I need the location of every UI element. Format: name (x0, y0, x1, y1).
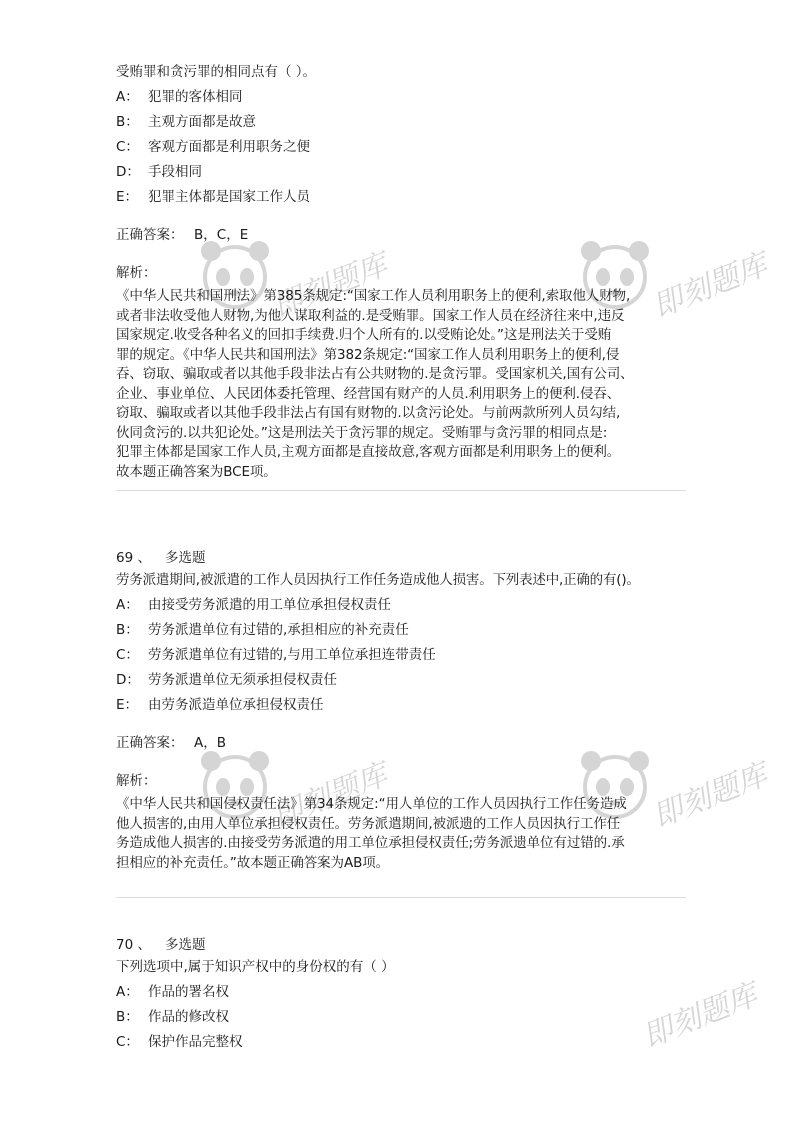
answer-label: 正确答案： (116, 227, 184, 243)
option-key: C： (116, 647, 139, 663)
answer-label: 正确答案： (116, 735, 184, 751)
question-stem: 受贿罪和贪污罪的相同点有（ ）。 (116, 64, 317, 80)
option-a (116, 87, 686, 107)
question-header (116, 935, 686, 955)
analysis-line: 国家规定.收受各种名义的回扣手续费.归个人所有的.以受贿论处。”这是刑法关于受贿 (116, 327, 612, 343)
option-key: B： (116, 1009, 139, 1025)
correct-answer (116, 733, 686, 753)
option-c (116, 645, 686, 665)
option-b (116, 1007, 686, 1027)
analysis-line: 伙同贪污的.以共犯论处。”这是刑法关于贪污罪的规定。受贿罪与贪污罪的相同点是: (116, 424, 608, 441)
section-divider (116, 897, 686, 898)
option-key: D： (116, 672, 140, 688)
option-key: A： (116, 597, 139, 613)
question-70 (116, 935, 686, 1057)
analysis-line: 窃取、骗取或者以其他手段非法占有国有财物的.以贪污论处。与前两款所列人员勾结, (116, 405, 621, 421)
option-key: B： (116, 114, 139, 130)
option-key: C： (116, 1034, 139, 1050)
option-text: 手段相同 (148, 164, 202, 180)
option-b (116, 620, 686, 640)
analysis-line: 故本题正确答案为BCE项。 (116, 463, 277, 480)
analysis-line: 他人损害的,由用人单位承担侵权责任。劳务派遣期间,被派遗的工作人员因执行工作任 (116, 815, 621, 832)
option-a (116, 595, 686, 615)
analysis-label: 解析： (116, 265, 157, 281)
analysis-line: 犯罪主体都是国家工作人员,主观方面都是直接故意,客观方面都是利用职务上的便利。 (116, 444, 621, 460)
option-text: 犯罪主体都是国家工作人员 (148, 189, 310, 205)
question-69 (116, 548, 686, 873)
question-stem: 下列选项中,属于知识产权中的身份权的有（ ） (116, 959, 395, 975)
question-68 (116, 62, 686, 482)
watermark-text: 即刻题库 (647, 757, 773, 835)
option-d (116, 670, 686, 690)
option-key: C： (116, 139, 139, 155)
option-text: 客观方面都是利用职务之便 (148, 139, 310, 155)
analysis-text (116, 287, 686, 482)
option-text: 劳务派遣单位无须承担侵权责任 (148, 672, 337, 688)
option-key: E： (116, 697, 139, 713)
watermark-text: 即刻题库 (267, 247, 393, 325)
option-text: 作品的署名权 (148, 984, 229, 1000)
analysis-line: 担相应的补充责任。”故本题正确答案为AB项。 (116, 854, 390, 871)
analysis-line: 《中华人民共和国刑法》第385条规定:“国家工作人员利用职务上的便利,索取他人财物, (116, 288, 631, 304)
question-stem: 劳务派遣期间,被派遣的工作人员因执行工作任务造成他人损害。下列表述中,正确的有()。 (116, 572, 640, 588)
watermark-text: 即刻题库 (637, 977, 763, 1055)
watermark-text: 即刻题库 (267, 757, 393, 835)
option-a (116, 982, 686, 1002)
question-type: 多选题 (164, 937, 206, 953)
section-divider (116, 490, 686, 491)
option-c (116, 137, 686, 157)
option-d (116, 162, 686, 182)
answer-value: B，C，E (194, 227, 249, 243)
option-text: 保护作品完整权 (148, 1034, 243, 1050)
option-b (116, 112, 686, 132)
question-type: 多选题 (164, 550, 206, 566)
option-key: D： (116, 164, 140, 180)
analysis-line: 吞、窃取、骗取或者以其他手段非法占有公共财物的.是贪污罪。受国家机关,国有公司、 (116, 366, 634, 382)
option-text: 主观方面都是故意 (148, 114, 256, 130)
option-e (116, 695, 686, 715)
analysis-text (116, 795, 686, 873)
option-text: 由接受劳务派遣的用工单位承担侵权责任 (148, 597, 391, 613)
analysis-line: 企业、事业单位、人民团体委托管理、经营国有财产的人员.利用职务上的便利.侵吞、 (116, 385, 621, 402)
analysis-label: 解析： (116, 773, 157, 789)
question-header (116, 548, 686, 568)
option-key: A： (116, 984, 139, 1000)
option-text: 作品的修改权 (148, 1009, 229, 1025)
correct-answer (116, 225, 686, 245)
option-text: 犯罪的客体相同 (148, 89, 243, 105)
option-c (116, 1032, 686, 1052)
answer-value: A，B (194, 735, 226, 751)
option-text: 劳务派遣单位有过错的,与用工单位承担连带责任 (148, 647, 436, 663)
question-number: 70 、 (116, 937, 151, 953)
watermark-text: 即刻题库 (647, 247, 773, 325)
option-text: 由劳务派造单位承担侵权责任 (148, 697, 324, 713)
option-e (116, 187, 686, 207)
option-key: E： (116, 189, 139, 205)
analysis-line: 或者非法收受他人财物,为他人谋取利益的.是受贿罪。国家工作人员在经济往来中,违反 (116, 307, 625, 324)
analysis-line: 务造成他人损害的.由接受劳务派遣的用工单位承担侵权责任;劳务派遗单位有过错的.承 (116, 835, 625, 851)
analysis-line: 罪的规定。《中华人民共和国刑法》第382条规定:“国家工作人员利用职务上的便利,侵 (116, 346, 620, 363)
question-number: 69 、 (116, 550, 151, 566)
option-key: B： (116, 622, 139, 638)
option-key: A： (116, 89, 139, 105)
option-text: 劳务派遣单位有过错的,承担相应的补充责任 (148, 622, 409, 638)
analysis-line: 《中华人民共和国侵权责任法》第34条规定:“用人单位的工作人员因执行工作任务造成 (116, 796, 627, 812)
